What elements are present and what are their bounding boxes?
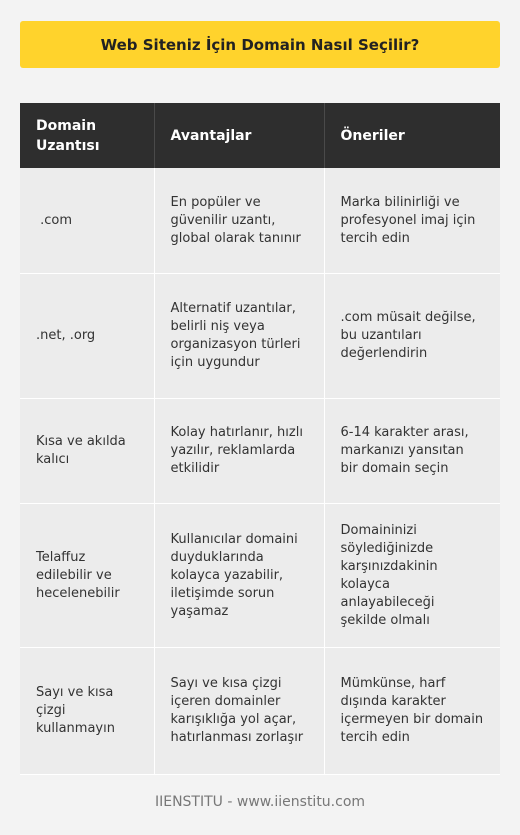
cell-extension: .com — [20, 168, 154, 274]
cell-extension: .net, .org — [20, 274, 154, 399]
cell-recommendation: Marka bilinirliği ve profesyonel imaj için tercih edin — [324, 168, 500, 274]
table-row — [20, 648, 500, 775]
cell-recommendation: Domaininizi söylediğinizde karşınızdakinin kolayca anlayabileceği şekilde olmalı — [324, 504, 500, 648]
cell-recommendation: Mümkünse, harf dışında karakter içermeyen bir domain tercih edin — [324, 648, 500, 775]
page-title: Web Siteniz İçin Domain Nasıl Seçilir? — [20, 21, 500, 68]
cell-recommendation: 6-14 karakter arası, markanızı yansıtan bir domain seçin — [324, 399, 500, 504]
cell-extension: Kısa ve akılda kalıcı — [20, 399, 154, 504]
header-domain-extension: Domain Uzantısı — [20, 103, 154, 168]
table-row — [20, 168, 500, 274]
cell-recommendation: .com müsait değilse, bu uzantıları değerlendirin — [324, 274, 500, 399]
cell-advantage: Kolay hatırlanır, hızlı yazılır, reklamlarda etkilidir — [154, 399, 324, 504]
table-row — [20, 274, 500, 399]
cell-extension: Telaffuz edilebilir ve hecelenebilir — [20, 504, 154, 648]
cell-advantage: Alternatif uzantılar, belirli niş veya organizasyon türleri için uygundur — [154, 274, 324, 399]
header-recommendations: Öneriler — [324, 103, 500, 168]
table-row — [20, 504, 500, 648]
table-header-row — [20, 103, 500, 168]
table-row — [20, 399, 500, 504]
cell-extension: Sayı ve kısa çizgi kullanmayın — [20, 648, 154, 775]
cell-advantage: Sayı ve kısa çizgi içeren domainler karışıklığa yol açar, hatırlanması zorlaşır — [154, 648, 324, 775]
cell-advantage: En popüler ve güvenilir uzantı, global olarak tanınır — [154, 168, 324, 274]
domain-table — [20, 103, 500, 775]
header-advantages: Avantajlar — [154, 103, 324, 168]
footer-credit: IIENSTITU - www.iienstitu.com — [154, 794, 366, 810]
cell-advantage: Kullanıcılar domaini duyduklarında kolayca yazabilir, iletişimde sorun yaşamaz — [154, 504, 324, 648]
